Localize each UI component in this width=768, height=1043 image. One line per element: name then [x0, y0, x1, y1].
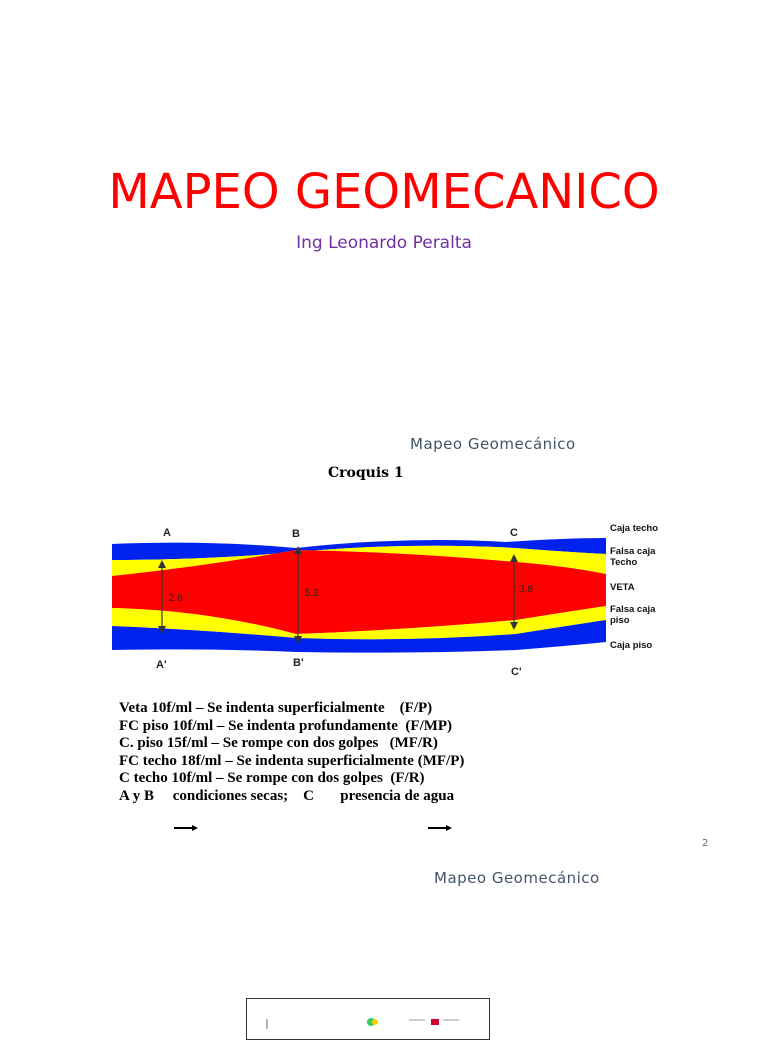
- legend-line: Falsa caja: [610, 604, 656, 615]
- thumb-dot: [372, 1019, 378, 1025]
- sketch-title: Croquis 1: [328, 465, 404, 481]
- legend-line: piso: [610, 615, 630, 626]
- note-line: A y B condiciones secas; C presencia de agua: [119, 787, 455, 804]
- note-line: FC techo 18f/ml – Se indenta superficialmente (MF/P): [119, 752, 465, 769]
- section-heading: Mapeo Geomecánico: [410, 435, 576, 453]
- measure-value-c: 3.8: [519, 584, 533, 595]
- geomechanical-sketch: [106, 496, 676, 686]
- legend-veta: [610, 582, 635, 593]
- note-line: C techo 10f/ml – Se rompe con dos golpes (F/R): [119, 770, 425, 786]
- thumbnail-graphic: [247, 999, 489, 1039]
- note-line: C. piso 15f/ml – Se rompe con dos golpes (MF/R): [119, 735, 438, 751]
- page-number: 2: [702, 838, 709, 849]
- legend-line: Falsa caja: [610, 546, 656, 557]
- note-line: FC piso 10f/ml – Se indenta profundamente (F/MP): [119, 717, 453, 734]
- legend-line: Caja techo: [610, 523, 659, 534]
- section-heading-2: Mapeo Geomecánico: [434, 869, 600, 887]
- label-a-prime: A': [156, 659, 167, 671]
- note-line: Veta 10f/ml – Se indenta superficialmente (F/P): [119, 700, 433, 716]
- thumb-mark: [431, 1019, 439, 1025]
- legend-line: Caja piso: [610, 640, 653, 651]
- next-slide-thumbnail: [246, 998, 490, 1040]
- legend-caja-techo: [610, 523, 658, 534]
- label-c: C: [510, 527, 518, 539]
- measure-value-b: 5.2: [305, 588, 319, 599]
- measure-value-a: 2.8: [169, 593, 183, 604]
- label-c-prime: C': [511, 666, 522, 678]
- legend-falsa-caja-piso: [610, 604, 656, 626]
- label-b: B: [292, 528, 300, 540]
- legend-caja-piso: [610, 640, 652, 651]
- legend-falsa-caja-techo: [610, 546, 656, 568]
- notes-block: [119, 700, 464, 805]
- legend-line: Techo: [610, 557, 638, 568]
- author-name: Ing Leonardo Peralta: [296, 233, 472, 253]
- page-title: MAPEO GEOMECANICO: [108, 164, 660, 220]
- legend-line: VETA: [610, 582, 635, 593]
- label-b-prime: B': [293, 657, 304, 669]
- label-a: A: [163, 527, 171, 539]
